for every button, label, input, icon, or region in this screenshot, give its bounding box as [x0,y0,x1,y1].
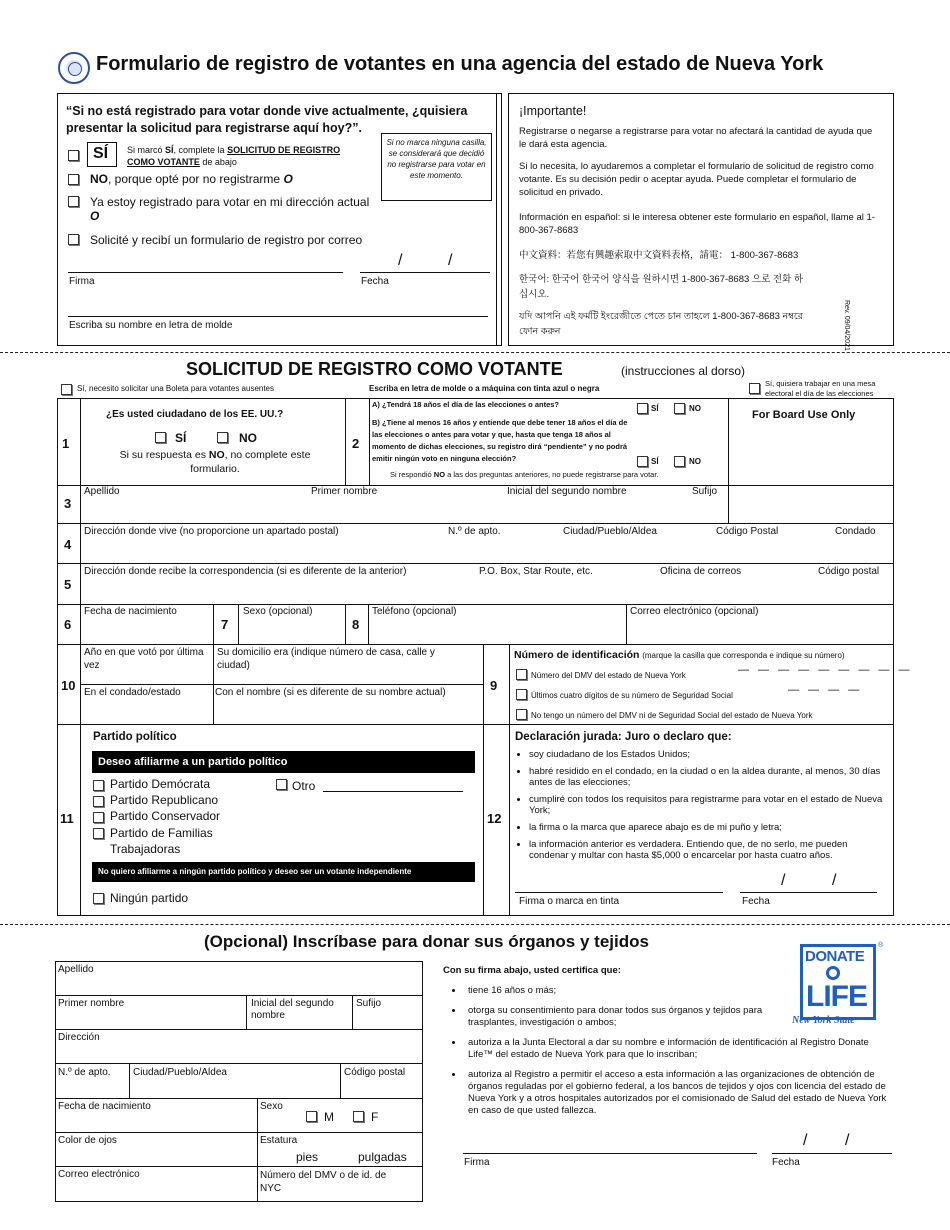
donate-life-logo: DONATE LIFE New York State ® [792,942,884,1026]
already-registered-label: Ya estoy registrado para votar en mi dirección actual O [90,195,370,223]
donor-height-feet-field[interactable]: pies [296,1150,319,1164]
agency-question: “Si no está registrado para votar donde vive actualmente, ¿quisiera presentar la solicitud para registrarse aquí hoy?”. [66,104,468,135]
donor-title: (Opcional) Inscríbase para donar sus órganos y tejidos [204,932,649,951]
citizen-no-checkbox[interactable] [217,432,228,443]
suffix-field[interactable]: Sufijo [692,486,718,497]
donor-signature-line[interactable] [463,1153,757,1154]
home-address-field[interactable]: Dirección donde vive (no proporcione un apartado postal) [84,526,339,537]
mailing-address-field[interactable]: Dirección donde recibe la correspondencia (si es diferente de la anterior) [84,566,407,577]
citizen-question: ¿Es usted ciudadano de los EE. UU.? [106,409,284,420]
poll-worker-checkbox[interactable] [749,383,760,394]
age-b-no-checkbox[interactable] [674,456,685,467]
previous-county-field[interactable]: En el condado/estado [84,687,181,698]
no-party-bar: No quiero afiliarme a ningún partido político y deseo ser un votante independiente [92,862,475,882]
last-voted-year-field[interactable]: Año en que votó por última vez [84,647,204,671]
apt-field[interactable]: N.º de apto. [448,526,501,537]
donor-date-line[interactable] [772,1153,892,1154]
donor-certify-list: • tiene 16 años o más; • otorga su consentimiento para donar todos sus órganos y tejidos para trasplantes, investigación o ambos; • autoriza a la Junta Electoral a dar su nombre e información de identificación al Registro Donate Life™ del estado de Nueva York para que lo inscriban; • autoriza al Registro a permitir el acceso a esta información a las organizaciones de obtención de órganos reguladas por el gobierno federal, a los bancos de tejidos y ojos con licencia del estado de Nueva York y a otros hospitales autorizados por el comisionado de Salud del estado de Nueva York en caso de que usted fallezca. [450,985,809,1117]
id-none-checkbox[interactable] [516,709,527,720]
email-field[interactable]: Correo electrónico (opcional) [630,606,759,617]
declaration-heading: Declaración jurada: Juro o declaro que: [515,731,732,743]
donor-height-label: Estatura [260,1135,298,1146]
application-title: SOLICITUD DE REGISTRO COMO VOTANTE [186,359,563,379]
age-note: Si respondió NO a las dos preguntas anteriores, no puede registrarse para votar. [390,470,659,479]
donor-sex-label: Sexo [260,1101,283,1112]
party-conservative-checkbox[interactable] [93,812,104,823]
signature-label: Firma [69,276,95,287]
donor-middle-initial-field[interactable]: Inicial del segundo nombre [251,998,334,1021]
important-heading: ¡Importante! [519,104,587,118]
ink-note: Escriba en letra de molde o a máquina con tinta azul o negra [369,384,600,393]
declaration-date-line[interactable] [740,892,877,893]
party-affiliate-bar: Deseo afiliarme a un partido político [92,751,475,773]
donor-sex-f-checkbox[interactable] [353,1111,364,1122]
donor-city-field[interactable]: Ciudad/Pueblo/Aldea [133,1067,227,1078]
id-heading: Número de identificación (marque la casilla que corresponda e indique su número) [514,649,845,661]
absentee-label: Sí, necesito solicitar una Boleta para votantes ausentes [77,384,275,393]
donor-zip-field[interactable]: Código postal [344,1067,406,1078]
si-checkbox[interactable] [68,150,79,161]
party-working-families-checkbox[interactable] [93,828,104,839]
party-heading: Partido político [93,731,177,743]
donor-email-field[interactable]: Correo electrónico [58,1169,140,1180]
date-line[interactable] [360,272,490,273]
zip-field[interactable]: Código Postal [716,526,779,537]
city-field[interactable]: Ciudad/Pueblo/Aldea [563,526,657,537]
signature-line[interactable] [68,272,343,273]
donor-birth-date-field[interactable]: Fecha de nacimiento [58,1101,151,1112]
citizen-note: Si su respuesta es NO, no complete este formulario. [119,449,311,475]
board-use-label: For Board Use Only [752,409,856,421]
age-question-a: A) ¿Tendrá 18 años el día de las elecciones o antes? [372,400,560,409]
party-republican-checkbox[interactable] [93,796,104,807]
print-name-label: Escriba su nombre en letra de molde [69,320,233,331]
id-ssn-checkbox[interactable] [516,689,527,700]
donor-dmv-field[interactable]: Número del DMV o de id. de NYC [260,1170,387,1194]
county-field[interactable]: Condado [835,526,876,537]
age-a-yes-checkbox[interactable] [637,403,648,414]
first-name-field[interactable]: Primer nombre [311,486,378,497]
donor-address-field[interactable]: Dirección [58,1032,100,1043]
donor-height-inches-field[interactable]: pulgadas [358,1150,407,1164]
last-name-field[interactable]: Apellido [84,486,120,497]
print-name-line[interactable] [68,316,488,317]
absentee-checkbox[interactable] [61,384,72,395]
donor-first-name-field[interactable]: Primer nombre [58,998,125,1009]
donor-sex-m-checkbox[interactable] [306,1111,317,1122]
requested-by-mail-label: Solicité y recibí un formulario de registro por correo [90,233,363,247]
date-label: Fecha [361,276,389,287]
mailing-zip-field[interactable]: Código postal [818,566,880,577]
si-label: SÍ [93,145,109,162]
id-dmv-checkbox[interactable] [516,669,527,680]
dmv-number-blanks[interactable]: — — — — — — — — — [738,664,913,676]
donor-suffix-field[interactable]: Sufijo [356,998,382,1009]
middle-initial-field[interactable]: Inicial del segundo nombre [507,486,627,497]
donor-certify-heading: Con su firma abajo, usted certifica que: [443,965,621,976]
ssn-blanks[interactable]: — — — — [788,684,863,696]
phone-field[interactable]: Teléfono (opcional) [372,606,457,617]
age-b-yes-checkbox[interactable] [637,456,648,467]
donor-apt-field[interactable]: N.º de apto. [58,1067,111,1078]
post-office-field[interactable]: Oficina de correos [660,566,742,577]
swirl-icon [826,966,840,980]
donor-last-name-field[interactable]: Apellido [58,964,94,975]
poll-worker-label: Sí, quisiera trabajar en una mesa electoral el día de las elecciones [765,379,876,398]
age-a-no-checkbox[interactable] [674,403,685,414]
application-subtitle: (instrucciones al dorso) [621,364,746,378]
requested-by-mail-checkbox[interactable] [68,234,79,245]
birth-date-field[interactable]: Fecha de nacimiento [84,606,177,617]
citizen-yes-checkbox[interactable] [155,432,166,443]
donor-eye-color-field[interactable]: Color de ojos [58,1135,117,1146]
no-party-checkbox[interactable] [93,893,104,904]
page-title: Formulario de registro de votantes en una agencia del estado de Nueva York [96,53,824,75]
ny-state-seal-icon [58,52,90,84]
age-question-b: B) ¿Tiene al menos 16 años y entiende que debe tener 18 años el día de las elecciones o antes para votar y que, hasta que tenga 18 años al momento de dichas elecciones, su registro dirá “pendiente” y no podrá emitir ningún voto en ninguna elección? [372,418,628,463]
no-label: NO, porque opté por no registrarme O [90,172,293,186]
si-note: Si marcó SÍ, complete la SOLICITUD DE REGISTRO COMO VOTANTE de abajo [127,145,341,167]
previous-name-field[interactable]: Con el nombre (si es diferente de su nombre actual) [215,687,446,698]
po-box-field[interactable]: P.O. Box, Star Route, etc. [479,566,593,577]
party-other-input[interactable] [323,791,463,792]
previous-address-field[interactable]: Su domicilio era (indique número de casa, calle y ciudad) [217,647,435,671]
sex-field[interactable]: Sexo (opcional) [243,606,313,617]
default-note: Si no marca ninguna casilla, se considerará que decidió no registrarse para votar en este momento. [386,138,487,180]
party-democrat-checkbox[interactable] [93,780,104,791]
no-checkbox[interactable] [68,174,79,185]
already-registered-checkbox[interactable] [68,196,79,207]
declaration-signature-line[interactable] [515,892,723,893]
declaration-list: • soy ciudadano de los Estados Unidos; • habré residido en el condado, en la ciudad o en la aldea durante, al menos, 30 días antes de las elecciones; • cumpliré con todos los requisitos para registrarme para votar en el estado de Nueva York; • la firma o la marca que aparece abajo es de mi puño y letra; • la información anterior es verdadera. Entiendo que, de no serlo, me pueden condenar y multar con hasta $5,000 o encarcelar por hasta cuatro años. [515,749,889,861]
party-other-checkbox[interactable] [276,779,287,790]
revision-date: Rev. 09/04/2021 [843,300,850,351]
